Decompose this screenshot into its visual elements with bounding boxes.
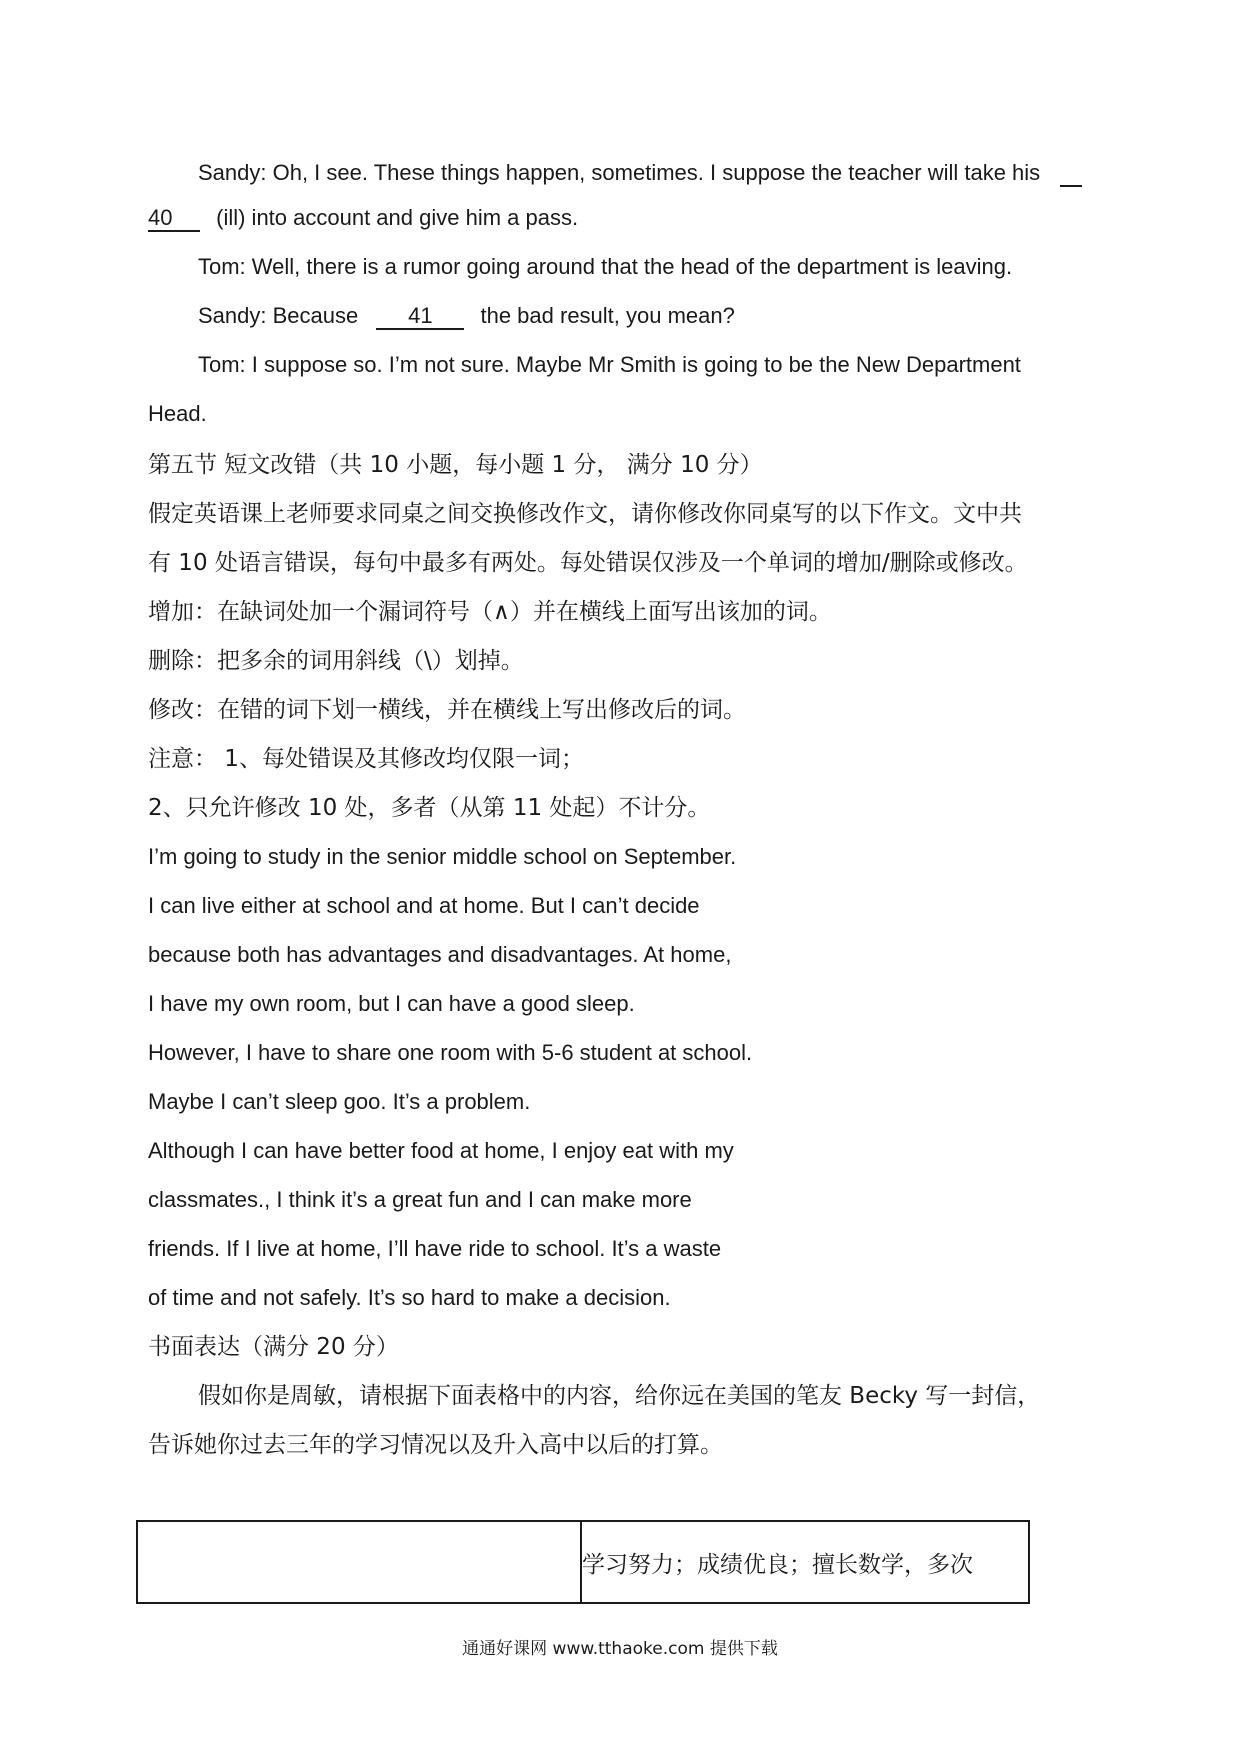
instruction-line: 假定英语课上老师要求同桌之间交换修改作文，请你修改你同桌写的以下作文。文中共 [148, 501, 1022, 527]
fill-blank-underline [1060, 161, 1082, 187]
passage-line: of time and not safely. It’s so hard to make a decision. [148, 1285, 671, 1310]
passage-line: because both has advantages and disadvantages. At home, [148, 942, 732, 967]
dialogue-text: Sandy: Because [198, 303, 359, 328]
instruction-line: 2、只允许修改 10 处，多者（从第 11 处起）不计分。 [148, 795, 711, 821]
dialogue-sandy-line-1 [198, 159, 1082, 187]
passage-line: classmates., I think it’s a great fun and I can make more [148, 1187, 692, 1212]
writing-prompt: 假如你是周敏，请根据下面表格中的内容，给你远在美国的笔友 Becky 写一封信， [198, 1383, 1041, 1409]
writing-prompt: 告诉她你过去三年的学习情况以及升入高中以后的打算。 [148, 1432, 723, 1458]
dialogue-text: Tom: I suppose so. I’m not sure. Maybe Mr Smith is going to be the New Department [198, 352, 1021, 377]
passage-line: However, I have to share one room with 5-6 student at school. [148, 1040, 753, 1065]
dialogue-sandy-line-1-cont [148, 204, 578, 232]
instruction-line: 注意： 1、每处错误及其修改均仅限一词； [148, 746, 584, 772]
passage-line: I’m going to study in the senior middle school on September. [148, 844, 737, 869]
table-cell-right: 学习努力；成绩优良；擅长数学，多次 [581, 1521, 1029, 1603]
fill-blank-41: 41 [376, 304, 464, 330]
dialogue-text: Head. [148, 401, 207, 426]
passage-line: Maybe I can’t sleep goo. It’s a problem. [148, 1089, 531, 1114]
passage-line: I have my own room, but I can have a good sleep. [148, 991, 635, 1016]
dialogue-text: (ill) into account and give him a pass. [216, 205, 579, 230]
dialogue-text: the bad result, you mean? [480, 303, 735, 328]
section-heading: 第五节 短文改错（共 10 小题，每小题 1 分， 满分 10 分） [148, 452, 763, 478]
passage-line: friends. If I live at home, I’ll have ride to school. It’s a waste [148, 1236, 722, 1261]
instruction-line: 增加：在缺词处加一个漏词符号（∧）并在横线上面写出该加的词。 [148, 599, 832, 625]
dialogue-tom-line-1 [198, 253, 1012, 281]
dialogue-text: Sandy: Oh, I see. These things happen, sometimes. I suppose the teacher will take his [198, 160, 1041, 185]
info-table [136, 1520, 1030, 1604]
dialogue-sandy-line-2 [198, 302, 735, 330]
table-cell-left [137, 1521, 581, 1603]
instruction-line: 删除：把多余的词用斜线（\）划掉。 [148, 648, 524, 674]
page-footer: 通通好课网 www.tthaoke.com 提供下载 [462, 1639, 778, 1659]
dialogue-tom-line-2-cont [148, 400, 207, 428]
dialogue-text: Tom: Well, there is a rumor going around that the head of the department is leaving. [198, 254, 1013, 279]
instruction-line: 有 10 处语言错误，每句中最多有两处。每处错误仅涉及一个单词的增加/删除或修改。 [148, 550, 1028, 576]
instruction-line: 修改：在错的词下划一横线，并在横线上写出修改后的词。 [148, 697, 746, 723]
passage-line: Although I can have better food at home, I enjoy eat with my [148, 1138, 734, 1163]
table-row [137, 1521, 1029, 1603]
passage-line: I can live either at school and at home. But I can’t decide [148, 893, 700, 918]
writing-heading: 书面表达（满分 20 分） [148, 1334, 399, 1360]
dialogue-tom-line-2 [198, 351, 1021, 379]
fill-blank-40: 40 [148, 206, 200, 232]
